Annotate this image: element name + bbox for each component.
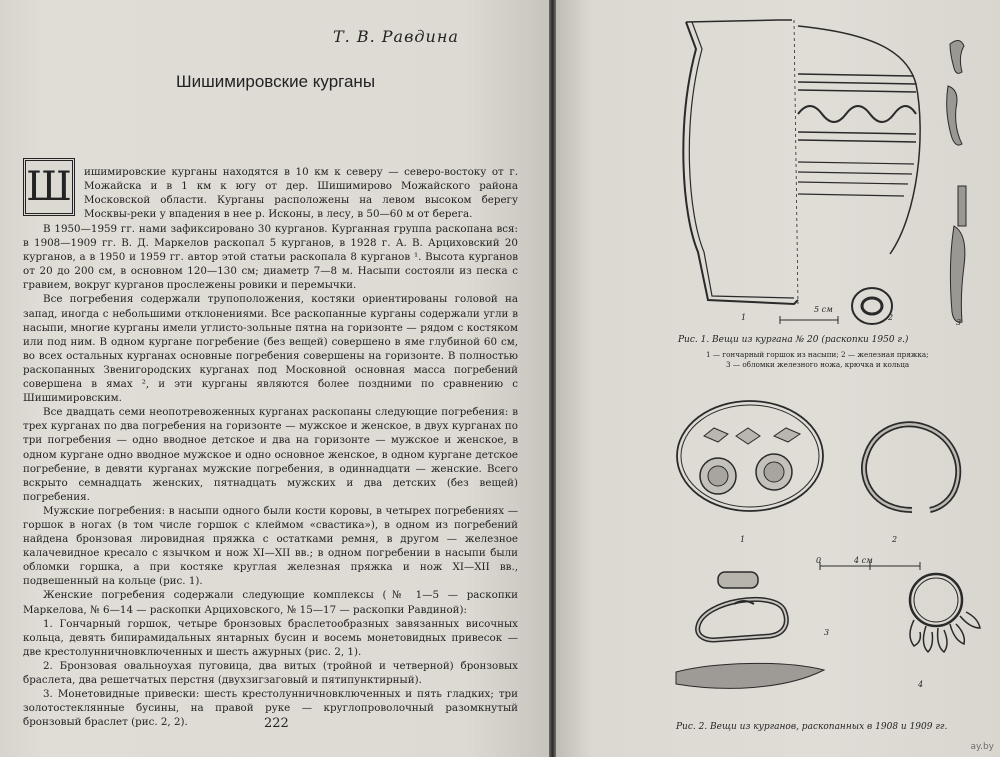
figure-1-legend: 3 — обломки железного ножа, крючка и кольца — [726, 360, 910, 369]
figure-2-caption: Рис. 2. Вещи из курганов, раскопанных в 1908 и 1909 гг. — [676, 722, 948, 732]
figure-1-caption: Рис. 1. Вещи из кургана № 20 (раскопки 1950 г.) — [678, 335, 909, 345]
fig2-scale-label: 4 см — [854, 556, 873, 565]
fig1-item-label: 3 — [956, 318, 962, 327]
running-head: Т. В. Равдина — [333, 27, 459, 46]
page-number: 222 — [264, 716, 289, 731]
fig2-item-label: 4 — [918, 680, 924, 689]
paragraph: 3. Монетовидные привески: шесть крестолунничновключенных и пять гладких; три золотостеклянные бусины, на правой руке — круглопроволочный разомкнутый бронзовый браслет (рис. 2, 2). — [23, 688, 518, 729]
scale-bar-1 — [780, 316, 838, 324]
paragraph: 1. Гончарный горшок, четыре бронзовых браслетообразных завязанных височных кольца, девять бипирамидальных янтарных бусин и восемь монетовидных привесок — две крестолунничновключенных и шесть ажурных (рис. 2, 1). — [23, 617, 518, 658]
figure-1-drawing — [668, 14, 998, 334]
fig2-item-label: 2 — [892, 535, 898, 544]
paragraph: Все двадцать семи неопотревоженных курганах раскопаны следующие погребения: в трех курганах по два погребения на горизонте — мужское и женское, в двух курганах по три погребения — одно вводное детское и два на горизонте — мужское и женское, в одном кургане одно вводное мужское и одно основное женское, в одном кургане детское погребение, в девяти курганах мужские погребения, в одиннадцати — женские. Всего вскрыто семнадцать женских, пятнадцать мужских и два детских (без вещей) погребения. — [23, 406, 518, 503]
article-title: Шишимировские курганы — [176, 72, 376, 91]
paragraph: Все погребения содержали трупоположения, костяки ориентированы головой на запад, иногда с небольшими отклонениями. Все раскопанные курганы содержали угли в насыпи, многие курганы имели углисто-зольные пятна на горизонте — рядом с костяком или под ним. В одном кургане погребение (без вещей) совершено в яме глубиной 60 см, во всех остальных курганах основные погребения совершены на горизонте. В полностью раскопанных Звенигородских курганах под Московной основная масса погребений совершена в ямах ², и эти курганы являются более поздними по сравнению с Шишимировским. — [23, 293, 518, 405]
paragraph: Мужские погребения: в насыпи одного были кости коровы, в четырех погребениях — горшок в ногах (в том числе горшок с клеймом «свастика»), в одном из погребений найдена бронзовая лировидная пряжка с остатками ремня, в другом — железное калачевидное кресало с язычком и нож XI—XII вв.; в одном погребении в насыпи были обломки горшка, а при костяке круглая железная пряжка и нож XI—XII вв., подвешенный на кольце (рис. 1). — [23, 504, 518, 588]
pot-illustration — [683, 20, 920, 304]
paragraph: Женские погребения содержали следующие комплексы (№ 1—5 — раскопки Маркелова, № 6—14 — раскопки Арциховского, № 15—17 — раскопки Равдиной): — [23, 589, 518, 616]
ring-illustration — [718, 572, 758, 588]
fig1-scale-label: 5 см — [814, 305, 833, 314]
right-page — [556, 0, 1000, 757]
body-text — [23, 222, 518, 729]
fig1-item-label: 1 — [741, 313, 747, 322]
paragraph: 2. Бронзовая овальноухая пуговица, два витых (тройной и четверной) бронзовых браслета, два решетчатых перстня (двухзигзаговый и пятипунктирный). — [23, 659, 518, 686]
necklace-illustration — [677, 401, 823, 511]
fig2-item-label: 3 — [824, 628, 830, 637]
bracelet-illustration — [864, 424, 958, 510]
pendant-ring-illustration — [910, 574, 980, 652]
iron-knife-fragments-illustration — [947, 40, 966, 322]
lyre-buckle-illustration — [698, 599, 787, 640]
book-gutter — [549, 0, 556, 757]
fig2-item-label: 1 — [740, 535, 746, 544]
figure-1-legend: 1 — гончарный горшок из насыпи; 2 — железная пряжка; — [706, 350, 929, 359]
knife-illustration — [676, 663, 824, 688]
iron-buckle-illustration — [852, 288, 892, 324]
paragraph: В 1950—1959 гг. нами зафиксировано 30 курганов. Курганная группа раскопана вся: в 1908—1909 гг. В. Д. Маркелов раскопал 5 курганов, в 1928 г. А. В. Арциховский 20 курганов, а в 1950 и 1959 гг. автор этой статьи раскопала 8 курганов ¹. Высота курганов от 20 до 200 см, в основном 120—130 см; диаметр 7—8 м. Насыпи состояли из песка с гравием, вокруг курганов прослежены ровики и перемычки. — [23, 223, 518, 292]
watermark: ay.by — [970, 742, 994, 752]
intro-paragraph: ишимировские курганы находятся в 10 км к северу — северо-востоку от г. Можайска и в 1 км к югу от дер. Шишимирово Можайского района Московской области. Курганы расположены на левом высоком берегу Москвы-реки у впадения в нее р. Исконы, в лесу, в 50—60 м от берега. — [84, 166, 518, 221]
fig2-scale-zero: 0 — [816, 556, 822, 565]
fig1-item-label: 2 — [888, 313, 894, 322]
figure-2-drawing — [674, 400, 990, 700]
drop-cap: Ш — [23, 158, 75, 216]
